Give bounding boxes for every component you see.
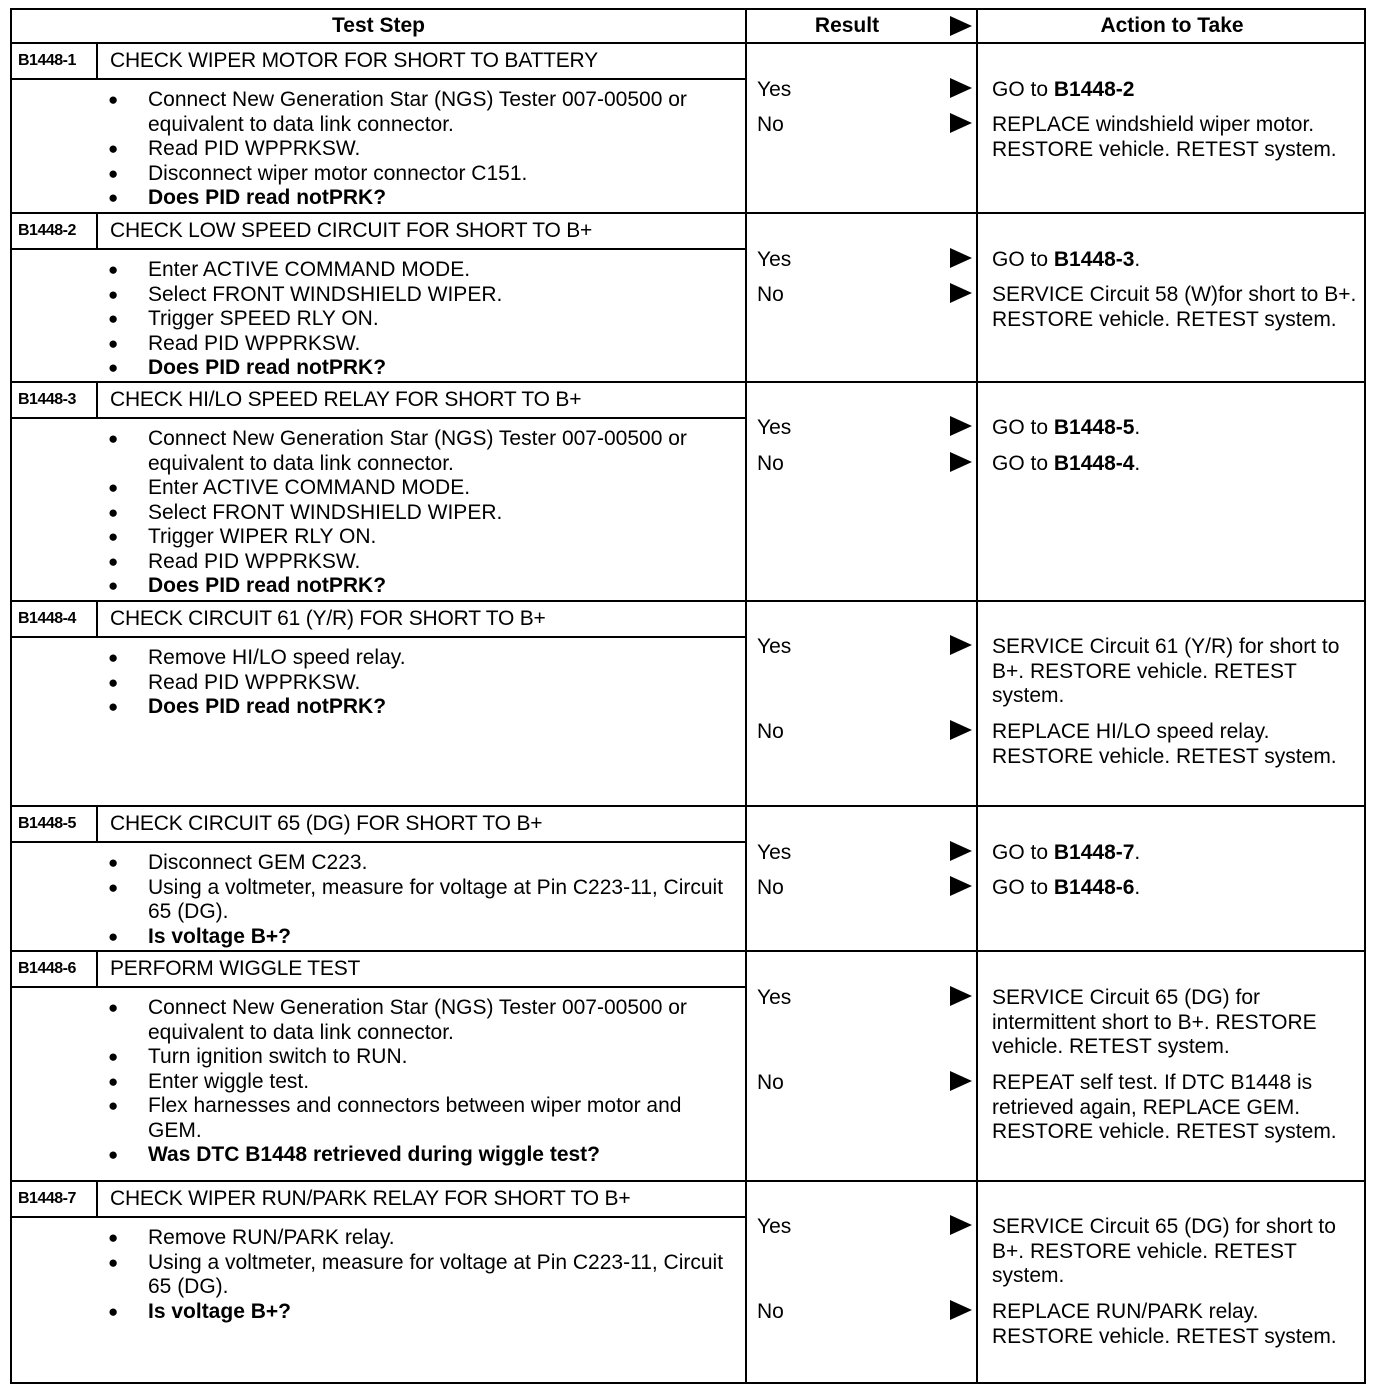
step-title: CHECK HI/LO SPEED RELAY FOR SHORT TO B+ — [110, 388, 582, 411]
action-text-main: GO to — [992, 876, 1054, 899]
test-step-7 — [12, 1182, 1364, 1386]
step-question: ● Does PID read notPRK? — [108, 186, 738, 211]
action-text-main: GO to — [992, 248, 1054, 271]
test-step-4 — [12, 602, 1364, 807]
step-title-row — [12, 952, 745, 988]
action-step-ref: B1448-6 — [1053, 876, 1135, 899]
step-instruction: ● Remove RUN/PARK relay. — [108, 1226, 738, 1251]
step-code: B1448-1 — [12, 44, 98, 78]
step-code: B1448-7 — [12, 1182, 98, 1216]
test-step-6 — [12, 952, 1364, 1182]
step-question: ● Does PID read notPRK? — [108, 356, 738, 381]
result-no: No — [757, 720, 784, 743]
step-instruction: ● Disconnect GEM C223. — [108, 851, 738, 876]
result-no: No — [757, 1071, 784, 1094]
table-header — [12, 10, 1364, 44]
step-bullet-list — [108, 427, 738, 599]
step-code: B1448-2 — [12, 214, 98, 248]
action-text — [992, 635, 1364, 709]
action-text — [992, 78, 1364, 103]
result-no: No — [757, 113, 784, 136]
step-title: CHECK WIPER MOTOR FOR SHORT TO BATTERY — [110, 49, 598, 72]
step-instruction: ● Remove HI/LO speed relay. — [108, 646, 738, 671]
action-text — [992, 720, 1364, 769]
action-step-ref: B1448-7 — [1053, 841, 1135, 864]
result-yes: Yes — [757, 635, 792, 658]
action-text-suffix: . — [1134, 416, 1141, 439]
result-no: No — [757, 1300, 784, 1323]
result-arrow-icon — [950, 452, 972, 472]
action-text-main: SERVICE Circuit 58 (W)for short to B+. RESTORE vehicle. RETEST system. — [992, 283, 1357, 331]
step-title-row — [12, 214, 745, 250]
step-bullet-list — [108, 1226, 738, 1324]
action-text — [992, 452, 1364, 477]
action-step-ref: B1448-3 — [1053, 248, 1135, 271]
step-instruction: ● Flex harnesses and connectors between wiper motor and GEM. — [108, 1094, 738, 1143]
step-question: ● Does PID read notPRK? — [108, 695, 738, 720]
step-title: PERFORM WIGGLE TEST — [110, 957, 361, 980]
action-text-main: SERVICE Circuit 61 (Y/R) for short to B+. RESTORE vehicle. RETEST system. — [992, 635, 1340, 707]
step-bullet-list — [108, 851, 738, 949]
result-arrow-icon — [950, 283, 972, 303]
result-no: No — [757, 876, 784, 899]
header-result: Result — [814, 14, 880, 37]
action-text-main: REPLACE windshield wiper motor. RESTORE vehicle. RETEST system. — [992, 113, 1337, 161]
step-instruction: ● Read PID WPPRKSW. — [108, 137, 738, 162]
step-question: ● Is voltage B+? — [108, 1300, 738, 1325]
result-arrow-icon — [950, 248, 972, 268]
step-title: CHECK WIPER RUN/PARK RELAY FOR SHORT TO B+ — [110, 1187, 631, 1210]
step-instruction: ● Read PID WPPRKSW. — [108, 332, 738, 357]
step-instruction: ● Read PID WPPRKSW. — [108, 671, 738, 696]
result-arrow-icon — [950, 1215, 972, 1235]
action-text — [992, 876, 1364, 901]
step-code: B1448-4 — [12, 602, 98, 636]
test-step-1 — [12, 44, 1364, 214]
step-bullet-list — [108, 996, 738, 1168]
action-text-suffix: . — [1134, 452, 1141, 475]
action-text — [992, 841, 1364, 866]
action-text-main: REPEAT self test. If DTC B1448 is retrieved again, REPLACE GEM. RESTORE vehicle. RETEST system. — [992, 1071, 1337, 1143]
step-title: CHECK CIRCUIT 61 (Y/R) FOR SHORT TO B+ — [110, 607, 546, 630]
step-instruction: ● Enter ACTIVE COMMAND MODE. — [108, 258, 738, 283]
action-step-ref: B1448-2 — [1053, 78, 1135, 101]
test-step-5 — [12, 807, 1364, 952]
step-instruction: ● Using a voltmeter, measure for voltage at Pin C223-11, Circuit 65 (DG). — [108, 876, 738, 925]
step-instruction: ● Connect New Generation Star (NGS) Tester 007-00500 or equivalent to data link connector. — [108, 427, 738, 476]
result-arrow-icon — [950, 78, 972, 98]
result-yes: Yes — [757, 248, 792, 271]
action-text — [992, 416, 1364, 441]
result-yes: Yes — [757, 1215, 792, 1238]
step-bullet-list — [108, 646, 738, 720]
step-code: B1448-3 — [12, 383, 98, 417]
step-instruction: ● Enter ACTIVE COMMAND MODE. — [108, 476, 738, 501]
action-text-suffix: . — [1134, 248, 1141, 271]
step-title-row — [12, 383, 745, 419]
header-test-step: Test Step — [332, 14, 425, 37]
test-step-2 — [12, 214, 1364, 383]
step-instruction: ● Connect New Generation Star (NGS) Tester 007-00500 or equivalent to data link connector. — [108, 996, 738, 1045]
step-question: ● Was DTC B1448 retrieved during wiggle test? — [108, 1143, 738, 1168]
step-code: B1448-5 — [12, 807, 98, 841]
step-title-row — [12, 807, 745, 843]
header-action: Action to Take — [1100, 14, 1244, 37]
step-instruction: ● Using a voltmeter, measure for voltage at Pin C223-11, Circuit 65 (DG). — [108, 1251, 738, 1300]
step-instruction: ● Turn ignition switch to RUN. — [108, 1045, 738, 1070]
diagnostic-table — [10, 8, 1366, 1384]
action-text-main: SERVICE Circuit 65 (DG) for short to B+. RESTORE vehicle. RETEST system. — [992, 1215, 1336, 1287]
result-arrow-icon — [950, 720, 972, 740]
step-title-row — [12, 1182, 745, 1218]
result-arrow-icon — [950, 1300, 972, 1320]
action-text — [992, 986, 1364, 1060]
step-instruction: ● Trigger WIPER RLY ON. — [108, 525, 738, 550]
result-no: No — [757, 283, 784, 306]
result-arrow-icon — [950, 876, 972, 896]
step-bullet-list — [108, 258, 738, 381]
step-instruction: ● Disconnect wiper motor connector C151. — [108, 162, 738, 187]
action-text — [992, 1300, 1364, 1349]
action-text — [992, 1215, 1364, 1289]
result-arrow-icon — [950, 635, 972, 655]
action-text-main: REPLACE HI/LO speed relay. RESTORE vehicle. RETEST system. — [992, 720, 1337, 768]
action-step-ref: B1448-5 — [1053, 416, 1135, 439]
result-arrow-icon — [950, 841, 972, 861]
action-text-main: GO to — [992, 78, 1054, 101]
step-title-row — [12, 44, 745, 80]
result-arrow-icon — [950, 1071, 972, 1091]
action-text — [992, 248, 1364, 273]
step-code: B1448-6 — [12, 952, 98, 986]
action-text-main: GO to — [992, 416, 1054, 439]
action-step-ref: B1448-4 — [1053, 452, 1135, 475]
result-arrow-icon — [950, 113, 972, 133]
result-yes: Yes — [757, 78, 792, 101]
step-instruction: ● Select FRONT WINDSHIELD WIPER. — [108, 501, 738, 526]
test-step-3 — [12, 383, 1364, 602]
action-text-suffix: . — [1134, 876, 1141, 899]
action-text — [992, 113, 1364, 162]
step-instruction: ● Select FRONT WINDSHIELD WIPER. — [108, 283, 738, 308]
result-no: No — [757, 452, 784, 475]
header-arrow-icon — [950, 16, 972, 36]
action-text — [992, 283, 1364, 332]
step-instruction: ● Trigger SPEED RLY ON. — [108, 307, 738, 332]
step-instruction: ● Read PID WPPRKSW. — [108, 550, 738, 575]
step-title-row — [12, 602, 745, 638]
step-title: CHECK LOW SPEED CIRCUIT FOR SHORT TO B+ — [110, 219, 593, 242]
action-text-main: SERVICE Circuit 65 (DG) for intermittent short to B+. RESTORE vehicle. RETEST system. — [992, 986, 1317, 1058]
step-bullet-list — [108, 88, 738, 211]
result-yes: Yes — [757, 986, 792, 1009]
result-arrow-icon — [950, 416, 972, 436]
result-yes: Yes — [757, 841, 792, 864]
action-text-main: GO to — [992, 841, 1054, 864]
action-text-suffix: . — [1134, 841, 1141, 864]
step-title: CHECK CIRCUIT 65 (DG) FOR SHORT TO B+ — [110, 812, 543, 835]
action-text-main: GO to — [992, 452, 1054, 475]
action-text — [992, 1071, 1364, 1145]
action-text-main: REPLACE RUN/PARK relay. RESTORE vehicle. RETEST system. — [992, 1300, 1337, 1348]
result-arrow-icon — [950, 986, 972, 1006]
step-instruction: ● Enter wiggle test. — [108, 1070, 738, 1095]
step-question: ● Is voltage B+? — [108, 925, 738, 950]
step-instruction: ● Connect New Generation Star (NGS) Tester 007-00500 or equivalent to data link connector. — [108, 88, 738, 137]
result-yes: Yes — [757, 416, 792, 439]
step-question: ● Does PID read notPRK? — [108, 574, 738, 599]
